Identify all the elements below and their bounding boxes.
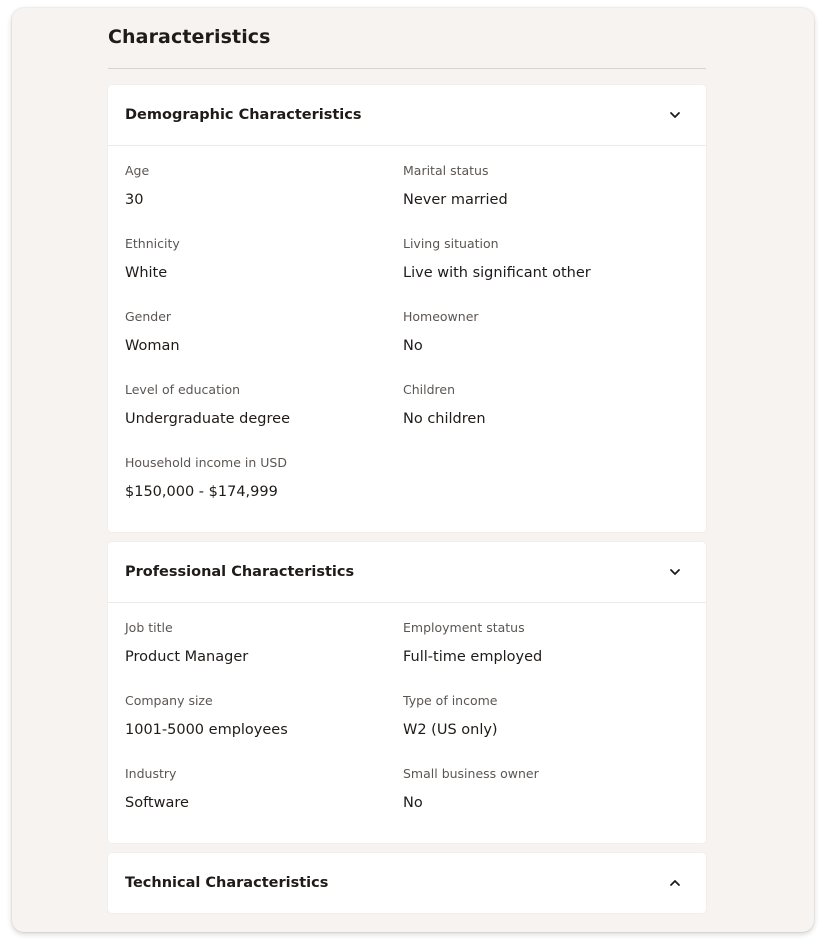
field-value: Product Manager: [125, 649, 249, 665]
professional-card: [108, 542, 706, 843]
demographic-card: [108, 85, 706, 532]
demographic-title: Demographic Characteristics: [125, 107, 362, 123]
field-label: Household income in USD: [125, 455, 287, 470]
field-value: W2 (US only): [403, 722, 498, 738]
field-gender: [125, 309, 403, 382]
field-label: Marital status: [403, 163, 489, 178]
field-label: Industry: [125, 766, 177, 781]
field-children: [403, 382, 689, 455]
field-label: Age: [125, 163, 150, 178]
chevron-down-icon[interactable]: [668, 565, 682, 579]
field-label: Company size: [125, 693, 213, 708]
field-household-income: [125, 455, 403, 528]
field-label: Homeowner: [403, 309, 479, 324]
technical-title: Technical Characteristics: [125, 875, 329, 891]
field-value: White: [125, 265, 168, 281]
field-label: Employment status: [403, 620, 525, 635]
field-value: Woman: [125, 338, 180, 354]
field-job-title: [125, 620, 403, 693]
professional-title: Professional Characteristics: [125, 564, 355, 580]
field-employment-status: [403, 620, 689, 693]
field-living-situation: [403, 236, 689, 309]
professional-header[interactable]: [108, 542, 706, 603]
field-label: Small business owner: [403, 766, 539, 781]
page-title: Characteristics: [108, 26, 271, 48]
field-value: Live with significant other: [403, 265, 591, 281]
field-label: Level of education: [125, 382, 241, 397]
chevron-down-icon[interactable]: [668, 108, 682, 122]
demographic-fields: [108, 146, 706, 532]
field-label: Gender: [125, 309, 172, 324]
chevron-up-icon[interactable]: [668, 876, 682, 890]
field-value: No children: [403, 411, 486, 427]
field-value: No: [403, 338, 423, 354]
field-small-business-owner: [403, 766, 689, 839]
field-company-size: [125, 693, 403, 766]
field-ethnicity: [125, 236, 403, 309]
field-value: Software: [125, 795, 189, 811]
characteristics-panel: [108, 8, 706, 913]
field-marital-status: [403, 163, 689, 236]
field-value: No: [403, 795, 423, 811]
field-label: Ethnicity: [125, 236, 180, 251]
title-divider: [108, 68, 706, 69]
field-value: Full-time employed: [403, 649, 543, 665]
demographic-header[interactable]: [108, 85, 706, 146]
field-label: Type of income: [403, 693, 498, 708]
field-value: 30: [125, 192, 144, 208]
field-income-type: [403, 693, 689, 766]
technical-header[interactable]: [108, 853, 706, 913]
field-industry: [125, 766, 403, 839]
field-label: Children: [403, 382, 456, 397]
app-window: [12, 8, 814, 932]
professional-fields: [108, 603, 706, 843]
field-value: $150,000 - $174,999: [125, 484, 278, 500]
technical-card: [108, 853, 706, 913]
field-value: Never married: [403, 192, 508, 208]
field-homeowner: [403, 309, 689, 382]
field-value: Undergraduate degree: [125, 411, 290, 427]
field-age: [125, 163, 403, 236]
field-education: [125, 382, 403, 455]
field-value: 1001-5000 employees: [125, 722, 288, 738]
field-label: Job title: [125, 620, 173, 635]
field-label: Living situation: [403, 236, 499, 251]
